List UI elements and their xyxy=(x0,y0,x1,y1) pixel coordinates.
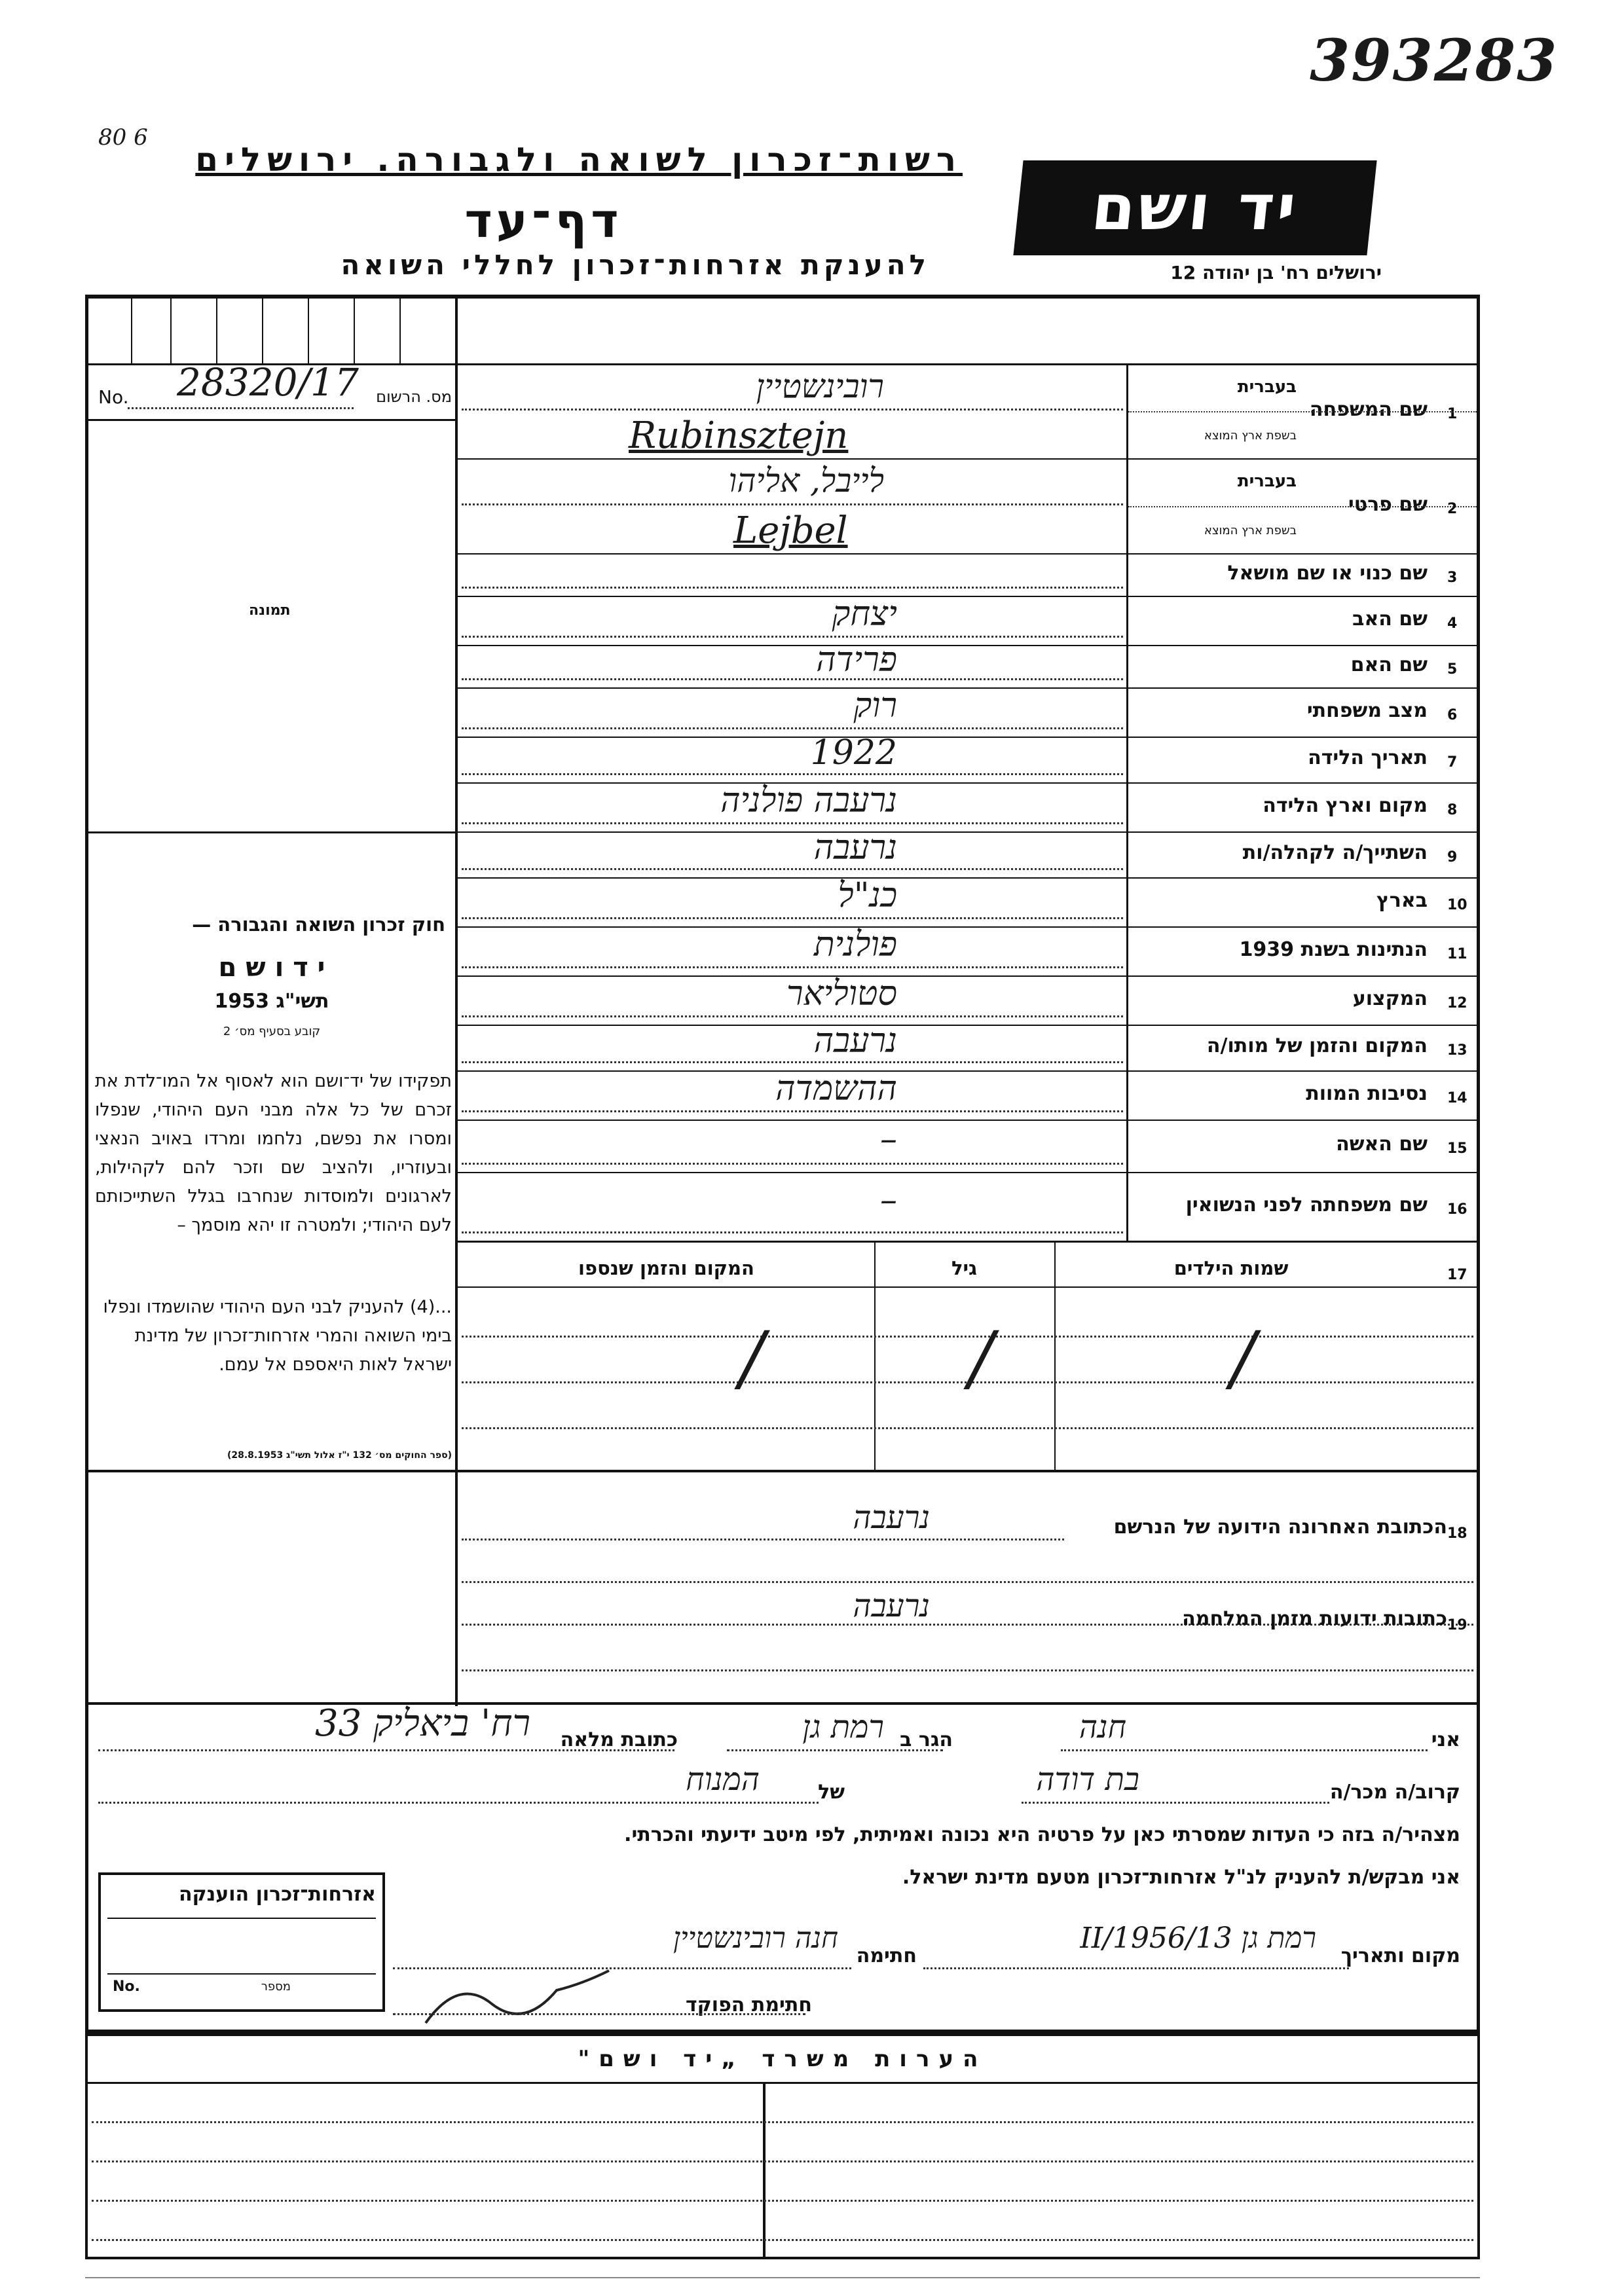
field-number: 15 xyxy=(1447,1140,1467,1157)
corner-mark: 80 6 xyxy=(98,124,148,151)
stamp-title: אזרחות־זכרון הוענקה xyxy=(178,1883,376,1906)
field-value: ההשמדה xyxy=(775,1068,897,1108)
field-label: השתייך/ה לקהלה/ות xyxy=(1242,841,1428,864)
law-citation: (ספר החוקים מס׳ 132 י"ז אלול תשי"ג 28.8.1953) xyxy=(227,1450,452,1461)
field-label: מצב משפחתי xyxy=(1306,699,1428,722)
address-18-label: הכתובת האחרונה הידועה של הנרשם xyxy=(1113,1516,1447,1539)
field-sublabel-origin: בשפת ארץ המוצא xyxy=(1204,524,1297,538)
field-label: המקצוע xyxy=(1352,987,1428,1010)
law-body: תפקידו של יד־ושם הוא לאסוף אל המו־לדת את זכרם של כל אלה מבני העם היהודי, שנפלו ומסרו את נפשם, נלחמו ומרדו באויב הנאצי ובעוזריו, ולהציב שם וזכר להם לקהילות, לארגונים ולמוסדות שנחרבו בגלל השתייכותם לעם היהודי; ולמטרה זו יהא מוסמך – xyxy=(95,1071,452,1235)
decl-signature-value: חנה רובינשטיין xyxy=(673,1922,838,1955)
address-18-number: 18 xyxy=(1447,1525,1467,1542)
children-age-value: / xyxy=(969,1316,994,1400)
field-label: תאריך הלידה xyxy=(1308,746,1428,769)
law-name: י ד ו ש ם xyxy=(218,953,325,983)
address-19-number: 19 xyxy=(1447,1617,1467,1633)
citizenship-stamp-box xyxy=(98,1872,385,2012)
archive-number: 393283 xyxy=(1310,26,1559,94)
field-number: 14 xyxy=(1447,1089,1467,1106)
field-label: שם משפחתה לפני הנשואין xyxy=(1185,1193,1428,1216)
field-sublabel-origin: בשפת ארץ המוצא xyxy=(1204,429,1297,443)
decl-full-address-label: כתובת מלאה xyxy=(560,1728,678,1751)
stamp-number-en: No. xyxy=(113,1978,140,1995)
address-18-value: נרעבה xyxy=(853,1499,930,1536)
field-value: – xyxy=(880,1120,897,1159)
stamp-number-label: מספר xyxy=(261,1980,291,1994)
children-col-names: שמות הילדים xyxy=(1173,1257,1289,1279)
field-value: רובינשטיין xyxy=(756,367,884,405)
field-sublabel-hebrew: בעברית xyxy=(1237,471,1297,491)
decl-place-date-label: מקום ותאריך xyxy=(1340,1944,1460,1967)
form-title: דף־עד xyxy=(464,193,623,248)
field-label: מקום וארץ הלידה xyxy=(1263,793,1428,817)
children-place-value: / xyxy=(740,1316,765,1400)
registration-number: 28320/17 xyxy=(177,360,359,405)
field-value: פרידה xyxy=(816,640,897,680)
office-address: ירושלים רח' בן יהודה 12 xyxy=(1170,262,1382,283)
address-19-label: כתובות ידועות מזמן המלחמה xyxy=(1182,1607,1447,1630)
field-value: נרעבה xyxy=(813,1021,897,1061)
children-col-age: גיל xyxy=(951,1257,978,1279)
field-value: פולנית xyxy=(813,924,897,964)
decl-full-address-value: רח' ביאליק 33 xyxy=(314,1702,530,1745)
decl-relative-label: קרוב/ה מכר/ה xyxy=(1329,1781,1460,1804)
field-value: לייבל, אליהו xyxy=(728,462,884,500)
children-row-number: 17 xyxy=(1447,1267,1467,1283)
field-label: שם האב xyxy=(1352,607,1428,630)
decl-relative-value: בת דודה xyxy=(1036,1761,1139,1798)
registration-label-en: No. xyxy=(98,386,129,408)
decl-place-date-value: רמת גן 13/II/1956 xyxy=(1080,1922,1316,1955)
field-label: שם כנוי או שם מושאל xyxy=(1227,561,1428,585)
field-number: 4 xyxy=(1447,615,1458,632)
field-number: 2 xyxy=(1447,500,1458,517)
field-value-origin: Rubinsztejn xyxy=(629,414,849,457)
photo-label: תמונה xyxy=(249,602,291,619)
decl-i-label: אני xyxy=(1431,1728,1460,1751)
field-value: – xyxy=(880,1180,897,1220)
yad-vashem-logo xyxy=(1013,160,1376,255)
form-subtitle: להענקת אזרחות־זכרון לחללי השואה xyxy=(341,249,930,281)
decl-resides-value: רמת גן xyxy=(802,1709,884,1745)
signature-flourish xyxy=(419,1964,616,2036)
field-value: נרעבה פולניה xyxy=(720,780,897,820)
law-year: תשי"ג 1953 xyxy=(214,990,329,1013)
law-title: חוק זכרון השואה והגבורה — xyxy=(192,913,445,936)
registration-label-he: מס. הרשום xyxy=(376,388,452,406)
field-number: 1 xyxy=(1447,406,1458,422)
field-value: כנ"ל xyxy=(838,875,897,915)
decl-resides-label: הגר ב xyxy=(900,1728,953,1751)
field-number: 6 xyxy=(1447,706,1458,723)
decl-of-value: המנוח xyxy=(686,1761,760,1798)
field-number: 3 xyxy=(1447,569,1458,586)
decl-statement-2: אני מבקש/ת להעניק לנ"ל אזרחות־זכרון מטעם מדינת ישראל. xyxy=(902,1866,1460,1889)
field-label: המקום והזמן של מותו/ה xyxy=(1206,1034,1428,1057)
field-value: יצחק xyxy=(832,594,897,634)
field-value: 1922 xyxy=(810,733,897,773)
children-names-value: / xyxy=(1231,1316,1256,1400)
decl-officer-label: חתימת הפוקד xyxy=(686,1994,812,2016)
decl-signature-label: חתימה xyxy=(856,1944,917,1967)
field-label: שם האם xyxy=(1350,653,1428,676)
field-number: 9 xyxy=(1447,849,1458,866)
field-number: 16 xyxy=(1447,1201,1467,1218)
law-clause: קובע בסעיף מס׳ 2 xyxy=(223,1025,321,1038)
field-label: שם המשפחה xyxy=(1309,398,1428,421)
authority-title: רשות־זכרון לשואה ולגבורה. ירושלים xyxy=(195,141,963,179)
office-notes-title: הערות משרד „יד ושם" xyxy=(578,2046,987,2072)
field-label: שם פרטי xyxy=(1348,492,1428,516)
field-value: סטוליאר xyxy=(786,974,897,1013)
field-number: 11 xyxy=(1447,945,1467,962)
children-col-place: המקום והזמן שנספו xyxy=(578,1257,754,1279)
field-sublabel-hebrew: בעברית xyxy=(1237,377,1297,397)
field-label: בארץ xyxy=(1376,888,1428,912)
field-label: נסיבות המוות xyxy=(1306,1082,1428,1105)
address-19-value: נרעבה xyxy=(853,1588,930,1624)
field-number: 5 xyxy=(1447,661,1458,678)
field-value: נרעבה xyxy=(813,828,897,867)
field-label: שם האשה xyxy=(1336,1133,1428,1156)
field-number: 13 xyxy=(1447,1042,1467,1059)
field-value-origin: Lejbel xyxy=(733,509,848,552)
law-item-4: ...(4) להעניק לבני העם היהודי שהושמדו ונפלו בימי השואה והמרי אזרחות־זכרון של מדינת ישראל לאות היאספם אל עמם. xyxy=(103,1297,452,1375)
field-number: 7 xyxy=(1447,754,1458,771)
field-number: 10 xyxy=(1447,896,1467,913)
decl-statement-1: מצהיר/ה בזה כי העדות שמסרתי כאן על פרטיה היא נכונה ואמיתית, לפי מיטב ידיעתי והכרתי. xyxy=(624,1823,1460,1846)
field-value: רוק xyxy=(853,685,897,725)
decl-i-value: חנה xyxy=(1079,1709,1126,1745)
field-number: 8 xyxy=(1447,801,1458,818)
decl-of-label: של xyxy=(818,1781,845,1804)
field-label: הנתינות בשנת 1939 xyxy=(1239,938,1428,961)
field-number: 12 xyxy=(1447,994,1467,1011)
logo-text: יד ושם xyxy=(1088,171,1302,244)
